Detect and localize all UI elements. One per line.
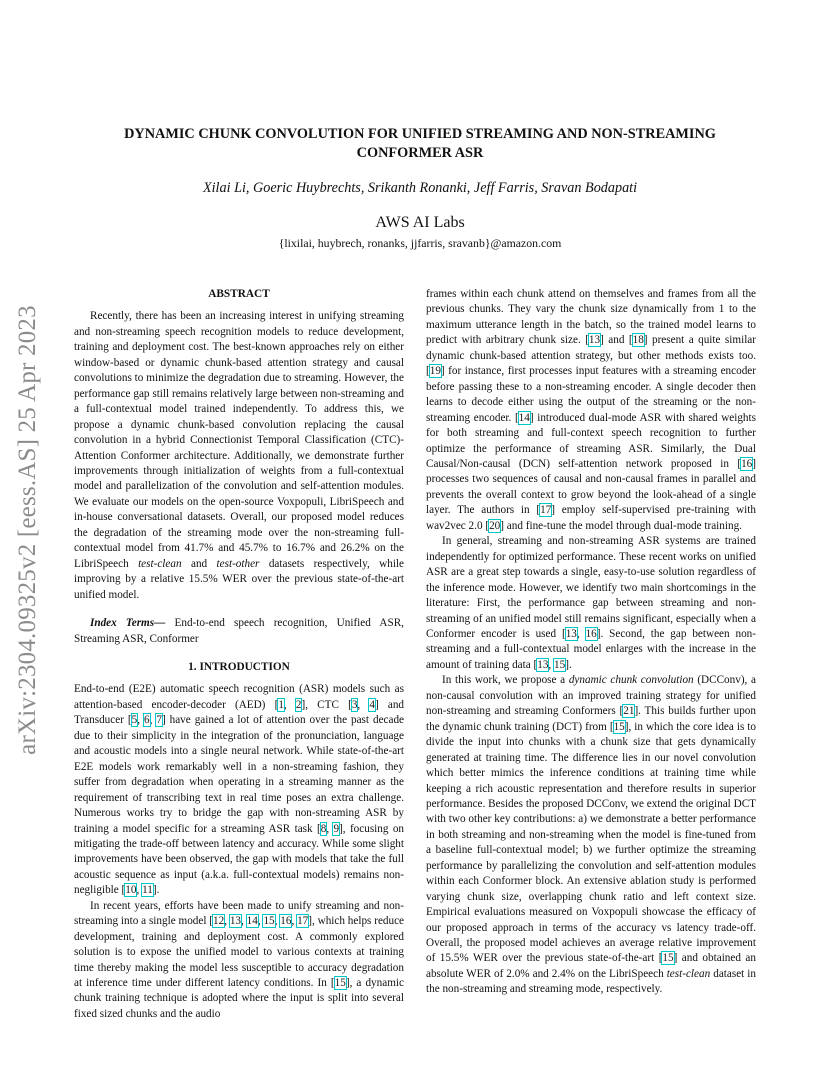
citation-link[interactable]: 15 [613,720,625,733]
intro-paragraph-2-continued: frames within each chunk attend on themselves and frames from all the previous chunks. They vary the chunk size dynamically from 1 to the maximum utterance length in the batch, so the trained model learns to predict with arbitrary chunk size. [13] and [18] present a quite similar dynamic chunk-based attention strategy, but other methods exists too. [19] for instance, first processes input features with a streaming encoder before passing these to a non-streaming encoder. A single decoder then learns to decode either using the output of the streaming or the non-streaming encoder. [14] introduced dual-mode ASR with shared weights for both streaming and full-context speech recognition to further optimize the performance of streaming ASR. Similarly, the Dual Causal/Non-causal (DCN) self-attention network proposed in [16] processes two sequences of causal and non-causal frames in parallel and prevents the overall context to grow beyond the look-ahead of a single layer. The authors in [17] employ self-supervised pre-training with wav2vec 2.0 [20] and fine-tune the model through dual-mode training. [426,288,756,532]
intro-paragraph-4: In this work, we propose a dynamic chunk convolution (DCConv), a non-causal convolution with an improved training strategy for unified non-streaming and streaming Conformers [21]. This builds further upon the dynamic chunk training (DCT) from [15], in which the core idea is to divide the input into chunks with a chunk size that gets dynamically generated at training time. The difference lies in our novel convolution which better mimics the inference conditions at training time while keeping a rich acoustic representation and therefore results in superior performance. Besides the proposed DCConv, we extend the original DCT with two other key contributions: a) we demonstrate a better performance in both streaming and non-streaming when the model is fine-tuned from a baseline full-contextual model; b) we further optimize the streaming performance by parallelizing the convolution and self-attention modules within each Conformer block. An extensive ablation study is performed varying chunk size, overlapping chunk ratio and left context size. Empirical evaluations measured on Voxpopuli showcase the efficacy of our proposed approach in terms of the accuracy vs latency trade-off. Overall, the proposed model achieves an average relative improvement of 15.5% WER over the previous state-of-the-art [15] and obtained an absolute WER of 2.0% and 2.4% on the LibriSpeech test-clean dataset in the non-streaming and streaming mode, respectively. [426,674,757,996]
emphasis: dynamic chunk convolution [568,674,694,687]
arxiv-identifier[interactable]: arXiv:2304.09325v2 [eess.AS] 25 Apr 2023 [14,305,41,755]
author-emails: {lixilai, huybrech, ronanks, jjfarris, sravanb}@amazon.com [278,236,562,250]
citation-link[interactable]: 15 [662,952,674,965]
citation-link[interactable]: 19 [429,365,441,378]
citation-link[interactable]: 9 [333,822,340,835]
citation-link[interactable]: 14 [246,915,258,928]
citation-link[interactable]: 16 [585,627,597,640]
paper-title [60,125,780,163]
citation-link[interactable]: 10 [125,884,137,897]
citation-link[interactable]: 11 [142,884,153,897]
citation-link[interactable]: 16 [280,915,292,928]
title-line-2: CONFORMER ASR [356,145,484,161]
emphasis: test-clean [666,967,711,980]
citation-link[interactable]: 15 [334,977,346,990]
emphasis: test-other [216,557,260,570]
citation-link[interactable]: 17 [297,915,309,928]
citation-link[interactable]: 13 [588,334,601,347]
arxiv-sidebar [8,280,48,780]
citation-link[interactable]: 15 [263,915,275,928]
citation-link[interactable]: 18 [632,334,644,347]
citation-link[interactable]: 2 [295,698,302,711]
left-column [74,287,404,1022]
title-line-1: DYNAMIC CHUNK CONVOLUTION FOR UNIFIED STREAMING AND NON-STREAMING [124,126,716,142]
citation-link[interactable]: 4 [369,698,375,711]
citation-link[interactable]: 13 [565,627,577,640]
citation-link[interactable]: 8 [320,822,327,835]
citation-link[interactable]: 17 [540,504,552,517]
emphasis: test-clean [138,557,182,570]
index-terms-label: Index Terms— [90,617,166,630]
intro-paragraph-3: In general, streaming and non-streaming ASR systems are trained independently for optimized performance. These recent works on unified ASR are a great step towards a single, easy-to-use solution regardless of the inference mode. However, we identify two main shortcomings in the literature: First, the performance gap between streaming and non-streaming of an unified model still remains significant, especially when a Conformer encoder is used [13, 16]. Second, the gap between non-streaming and a full-contextual model enlarges with the increase in the amount of training data [13, 15]. [426,535,756,671]
citation-link[interactable]: 20 [489,519,501,532]
intro-paragraph-2: In recent years, efforts have been made to unify streaming and non-streaming into a single model [12, 13, 14, 15, 16, 17], which helps reduce development, training and deployment cost. A commonly explored solution is to expose the unified model to various contexts at training time thereby making the model less susceptible to accuracy degradation at inference time under different latency conditions. In [15], a dynamic chunk training technique is adopted where the input is split into several fixed sized chunks and the audio [74,899,405,1020]
citation-link[interactable]: 14 [518,411,530,424]
affiliation: AWS AI Labs [375,214,465,231]
right-column [426,287,756,998]
intro-paragraph-1: End-to-end (E2E) automatic speech recognition (ASR) models such as attention-based encoder-decoder (AED) [1, 2], CTC [3, 4] and Transducer [5, 6, 7] have gained a lot of attention over the past decade due to their simplicity in the integration of the pronunciation, language and acoustic models into a single neural network. While state-of-the-art E2E models work remarkably well in a non-streaming fashion, they suffer from degradation when operating in a streaming manner as the requirement of transcribing text in real time poses an extra challenge. Numerous works try to bridge the gap with non-streaming ASR by training a model specific for a streaming ASR task [8, 9], focusing on mitigating the trade-off between latency and accuracy. While some slight improvements have been observed, the gap with models that take the full acoustic sequence as input (a.k.a. full-contextual models) remains non-negligible [10, 11]. [74,683,405,897]
citation-link[interactable]: 13 [229,915,242,928]
citation-link[interactable]: 15 [554,658,566,671]
citation-link[interactable]: 13 [537,658,549,671]
citation-link[interactable]: 1 [278,698,284,711]
citation-link[interactable]: 6 [143,714,150,727]
citation-link[interactable]: 5 [131,714,138,727]
abstract-text: Recently, there has been an increasing interest in unifying streaming and non-streaming speech recognition models to reduce development, training and deployment cost. The best-known approaches rely on either window-based or dynamic chunk-based attention strategy and causal convolutions to minimize the degradation due to streaming. However, the performance gap still remains relatively large between non-streaming and a full-contextual model trained independently. To address this, we propose a dynamic chunk-based convolution replacing the causal convolution in a hybrid Connectionist Temporal Classification (CTC)-Attention Conformer architecture. Additionally, we demonstrate further improvements through initialization of weights from a full-contextual model and parallelization of the convolution and self-attention modules. We evaluate our models on the open-source Voxpopuli, LibriSpeech and in-house conversational datasets. Overall, our proposed model reduces the degradation of the streaming mode over the non-streaming full-contextual model from 41.7% and 45.7% to 16.7% and 26.2% on the LibriSpeech test-clean and test-other datasets respectively, while improving by a relative 15.5% WER over the previous state-of-the-art unified model. [74,310,404,601]
abstract-heading: ABSTRACT [208,288,270,300]
index-terms-text: End-to-end speech recognition, Unified ASR, Streaming ASR, Conformer [74,617,404,645]
index-terms [74,616,404,647]
citation-link[interactable]: 21 [623,705,635,718]
citation-link[interactable]: 12 [213,915,225,928]
intro-heading: 1. INTRODUCTION [188,660,290,673]
citation-link[interactable]: 3 [351,698,358,711]
author-list: Xilai Li, Goeric Huybrechts, Srikanth Ronanki, Jeff Farris, Sravan Bodapati [202,180,638,196]
citation-link[interactable]: 7 [156,714,162,727]
citation-link[interactable]: 16 [741,457,753,470]
